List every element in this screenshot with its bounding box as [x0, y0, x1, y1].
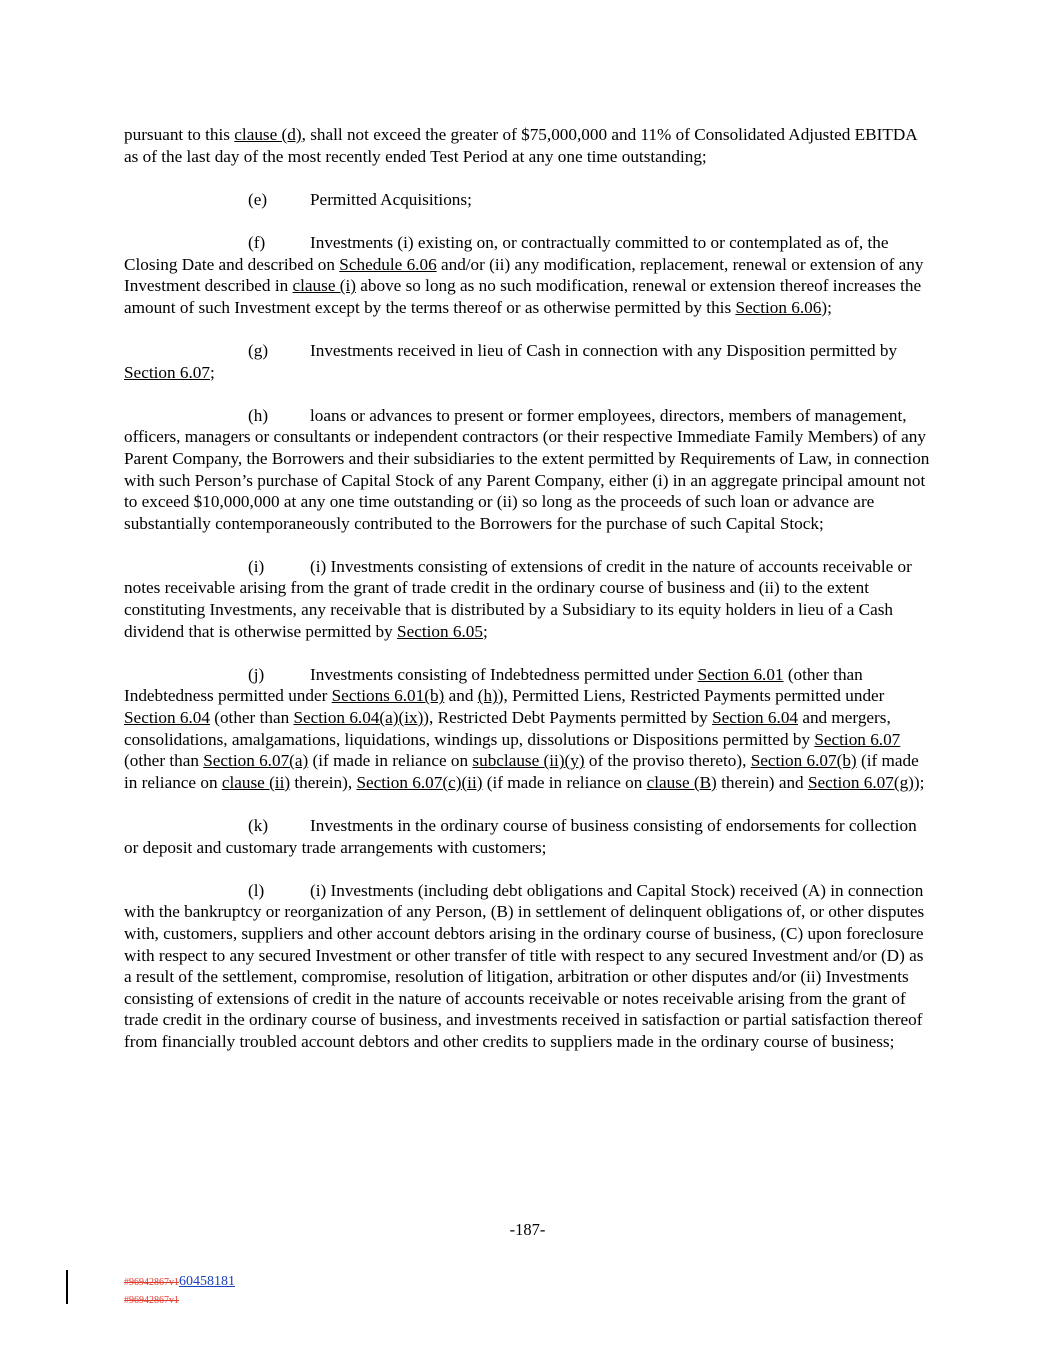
text: and: [444, 686, 478, 706]
text: (if made in reliance on: [482, 772, 647, 792]
cross-reference: Section 6.07: [124, 362, 210, 382]
text: (other than: [209, 708, 294, 728]
text: ), Permitted Liens, Restricted Payments permitted under: [497, 686, 885, 706]
text: and/or (ii) any modification, replacement, renewal or extension of any Investment described in: [124, 254, 924, 296]
text: above so long as no such modification, renewal or extension thereof increases the amount of such Investment except by the terms thereof or as otherwise permitted by this: [124, 276, 922, 317]
paragraph-i: [124, 556, 932, 642]
deleted-document-id: #96942867v1: [124, 1277, 179, 1288]
paragraph-e: [124, 189, 932, 211]
text: pursuant to this: [124, 125, 235, 144]
clause-label: (k): [248, 816, 269, 835]
cross-reference: Section 6.05: [397, 621, 483, 641]
cross-reference: clause (i): [292, 276, 356, 296]
clause-label: (i): [248, 556, 265, 576]
text: Investments in the ordinary course of business consisting of endorsements for collection or deposit and customary trade arrangements with customers;: [124, 816, 917, 857]
clause-label: (h): [248, 405, 269, 425]
cross-reference: Section 6.04(a)(ix): [293, 708, 424, 728]
text: Investments consisting of Indebtedness permitted under: [310, 664, 698, 684]
cross-reference: Section 6.01: [697, 664, 784, 684]
document-id-line-1: [124, 1272, 235, 1290]
document-body: [124, 124, 932, 1074]
clause-label: (g): [248, 340, 269, 360]
cross-reference: Sections 6.01(b): [331, 686, 445, 706]
cross-reference: Section 6.07(c)(ii): [356, 772, 483, 792]
cross-reference: Section 6.04: [712, 708, 799, 728]
text: , shall not exceed the greater of $75,000,000 and 11% of Consolidated Adjusted EBITDA as of the last day of the most recently ended Test Period at any one time outstanding;: [124, 125, 917, 166]
text: (other than: [124, 751, 204, 771]
deleted-document-id: #96942867v1: [124, 1295, 179, 1306]
paragraph-f: [124, 232, 932, 318]
cross-reference: clause (B): [646, 772, 717, 792]
paragraph-j: [124, 664, 932, 794]
text: );: [913, 772, 925, 792]
text: and mergers, consolidations, amalgamations, liquidations, windings up, dissolutions or Dispositions permitted by: [124, 708, 891, 749]
text: loans or advances to present or former employees, directors, members of management, officers, managers or consultants or independent contractors (or their respective Immediate Family Members) of any Parent Company, the Borrowers and their subsidiaries to the extent permitted by Requirements of Law, in connection with such Person’s purchase of Capital Stock of any Parent Company, either (i) in an aggregate principal amount not to exceed $10,000,000 at any one time outstanding or (ii) so long as the proceeds of such loan or advance are substantially contemporaneously contributed to the Borrowers for the purchase of such Capital Stock;: [124, 405, 930, 533]
text: Investments (i) existing on, or contractually committed to or contemplated as of, the Closing Date and described on: [124, 232, 889, 274]
cross-reference: (h): [477, 686, 498, 706]
text: ;: [209, 362, 215, 382]
text: );: [821, 297, 832, 317]
paragraph-k: [124, 815, 932, 858]
clause-label: (e): [248, 189, 268, 209]
cross-reference: Section 6.07(g): [807, 772, 914, 792]
text: (i) Investments (including debt obligations and Capital Stock) received (A) in connection with the bankruptcy or reorganization of any Person, (B) in settlement of delinquent obligations of, or other disputes with, customers, suppliers and other account debtors arising in the ordinary course of business, (C) upon foreclosure with respect to any secured Investment or other transfer of title with respect to any secured Investment and/or (D) as a result of the settlement, compromise, resolution of litigation, arbitration or other disputes and/or (ii) Investments consisting of extensions of credit in the nature of accounts receivable or notes receivable arising from the grant of trade credit in the ordinary course of business, and investments received in satisfaction or partial satisfaction thereof from financially troubled account debtors and other credits to suppliers made in the ordinary course of business;: [124, 880, 925, 1051]
inserted-document-id: 60458181: [179, 1274, 235, 1289]
paragraph-d-continuation: [124, 124, 932, 167]
document-id-footer: [124, 1272, 235, 1308]
text: (i) Investments consisting of extensions of credit in the nature of accounts receivable or notes receivable arising from the grant of trade credit in the ordinary course of business and (ii) to the extent constituting Investments, any receivable that is distributed by a Subsidiary to its equity holders in lieu of a Cash dividend that is otherwise permitted by: [124, 556, 912, 641]
change-bar: [66, 1270, 68, 1304]
text: ), Restricted Debt Payments permitted by: [423, 708, 713, 728]
paragraph-g: [124, 340, 932, 383]
cross-reference: Section 6.07: [814, 729, 901, 749]
clause-label: (j): [248, 664, 265, 684]
clause-label: (f): [248, 232, 266, 252]
text: Investments received in lieu of Cash in connection with any Disposition permitted by: [310, 340, 898, 360]
paragraph-l: [124, 880, 932, 1053]
text: Permitted Acquisitions;: [310, 189, 472, 209]
text: of the proviso thereto),: [584, 751, 751, 771]
cross-reference: Section 6.07(a): [203, 751, 309, 771]
cross-reference: Schedule 6.06: [339, 254, 437, 274]
text: therein) and: [716, 772, 808, 792]
cross-reference: subclause (ii)(y): [472, 751, 585, 771]
cross-reference: Section 6.04: [124, 708, 210, 728]
clause-label: (l): [248, 880, 265, 900]
text: ;: [482, 621, 488, 641]
text: (if made in reliance on: [124, 751, 919, 792]
document-id-line-2: [124, 1290, 235, 1308]
text: (if made in reliance on: [308, 751, 473, 771]
cross-reference: Section 6.06: [735, 297, 822, 317]
page-number: -187-: [509, 1220, 546, 1239]
text: therein),: [290, 772, 357, 792]
text: (other than Indebtedness permitted under: [124, 664, 863, 706]
cross-reference: clause (d): [234, 125, 302, 144]
paragraph-h: [124, 405, 932, 535]
cross-reference: Section 6.07(b): [750, 751, 857, 771]
cross-reference: clause (ii): [221, 772, 291, 792]
